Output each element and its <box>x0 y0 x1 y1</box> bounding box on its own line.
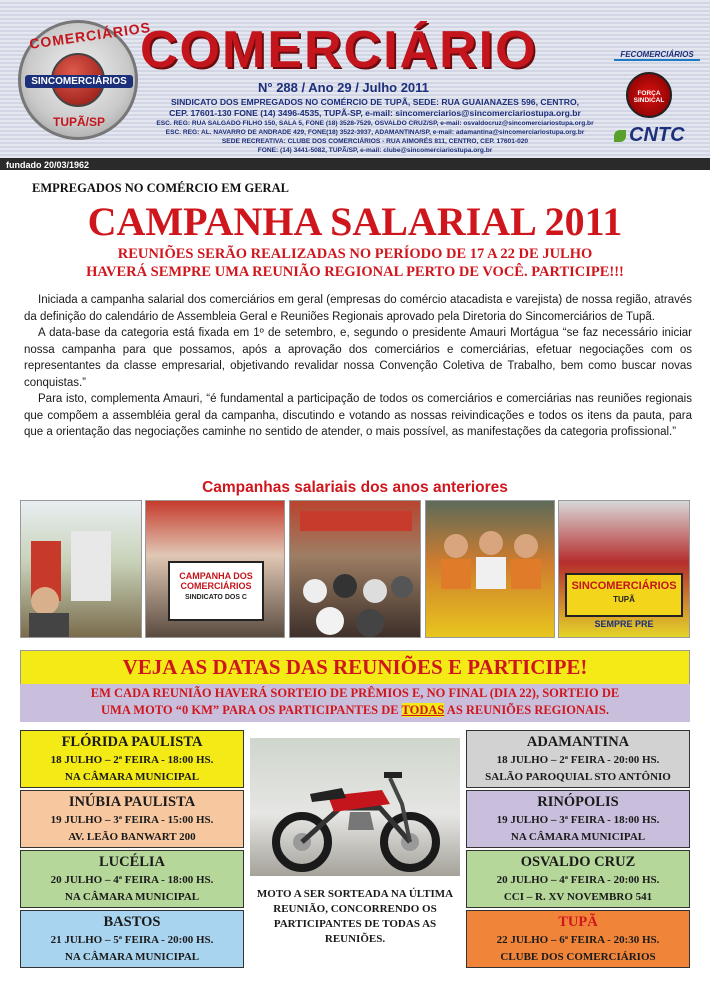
founded-date: fundado 20/03/1962 <box>6 160 90 170</box>
photo-rally-flags-art <box>21 501 142 638</box>
meetings-subtitle-emphasis: TODAS <box>401 703 445 717</box>
meetings-subtitle: EM CADA REUNIÃO HAVERÁ SORTEIO DE PRÊMIOS E, NO FINAL (DIA 22), SORTEIO DE <box>90 686 620 700</box>
address-line: SEDE RECREATIVA: CLUBE DOS COMERCIÁRIOS - RUA AIMORÉS 811, CENTRO, CEP. 17601-020 <box>221 138 529 145</box>
subheadline: REUNIÕES SERÃO REALIZADAS NO PERÍODO DE 17 A 22 DE JULHO <box>117 246 593 262</box>
march-sign-sub: SINDICATO DOS C <box>185 594 247 601</box>
union-logo <box>18 18 152 140</box>
article-paragraph: A data-base da categoria está fixada em 1º de setembro, e, segundo o presidente Amauri Mortágua “se faz necessário iniciar nossa campanha para que possamos, após a aprovação dos comerciários e comerciárias, efetuar negociações com os representantes da classe empresarial, objetivando revalidar nossa Convenção Coletiva de Trabalho, bem como buscar novas conquistas.” <box>24 327 692 389</box>
meeting-place: SALÃO PAROQUIAL STO ANTÔNIO <box>485 771 671 783</box>
motorcycle-caption: MOTO A SER SORTEADA NA ÚLTIMA REUNIÃO, CONCORRENDO OS PARTICIPANTES DE TODAS AS REUNIÕES. <box>256 888 454 945</box>
banner-foot: SEMPRE PRE <box>594 619 654 629</box>
address-line: ESC. REG: RUA SALGADO FILHO 150, SALA 5, FONE (18) 3528-7529, OSVALDO CRUZ/SP, e-mail: osvaldocruz@sincomerciariostupa.org.br <box>156 120 594 127</box>
meetings-subtitle <box>20 703 690 718</box>
meeting-city: TUPÃ <box>558 914 598 930</box>
headline: CAMPANHA SALARIAL 2011 <box>87 199 623 244</box>
photo-assembly-art <box>290 501 421 638</box>
meeting-city: RINÓPOLIS <box>537 794 619 810</box>
address-line: SINDICATO DOS EMPREGADOS NO COMÉRCIO DE TUPÃ, SEDE: RUA GUAIANAZES 596, CENTRO, <box>170 97 580 107</box>
meetings-title: VEJA AS DATAS DAS REUNIÕES E PARTICIPE! <box>122 655 588 679</box>
meeting-place: NA CÂMARA MUNICIPAL <box>64 891 200 903</box>
meeting-date: 20 JULHO – 4ª FEIRA - 18:00 HS. <box>50 874 214 886</box>
photo-union-members-art <box>426 501 555 638</box>
meeting-place: NA CÂMARA MUNICIPAL <box>64 951 200 963</box>
logo-bottom-text: TUPÃ/SP <box>52 115 105 129</box>
meeting-city: ADAMANTINA <box>526 734 630 750</box>
banner-text: SINCOMERCIÁRIOS <box>571 580 677 592</box>
address-line: ESC. REG: AL. NAVARRO DE ANDRADE 429, FONE(18) 3522-3937, ADAMANTINA/SP, e-mail: adamantina@sincomerciariostupa.org.br <box>165 129 585 136</box>
meeting-card-florida-paulista <box>20 730 244 788</box>
forca-sindical-text: FORÇA SINDICAL <box>633 90 665 104</box>
meeting-card-tupa <box>466 910 690 968</box>
logo-top-text: COMERCIÁRIOS <box>28 18 152 52</box>
section-kicker: EMPREGADOS NO COMÉRCIO EM GERAL <box>32 181 289 195</box>
article-body <box>24 292 692 441</box>
logo-mid-text: SINCOMERCIÁRIOS <box>25 75 133 88</box>
subheadline: HAVERÁ SEMPRE UMA REUNIÃO REGIONAL PERTO DE VOCÊ. PARTICIPE!!! <box>86 264 624 280</box>
march-sign <box>168 561 264 621</box>
meeting-place: NA CÂMARA MUNICIPAL <box>64 771 200 783</box>
meetings-subtitle-post: AS REUNIÕES REGIONAIS. <box>444 703 609 717</box>
newspaper-title: COMERCIÁRIO <box>140 21 538 79</box>
issue-info: N° 288 / Ano 29 / Julho 2011 <box>258 80 429 95</box>
meeting-card-lucelia <box>20 850 244 908</box>
meeting-date: 20 JULHO – 4ª FEIRA - 20:00 HS. <box>496 874 660 886</box>
meeting-date: 18 JULHO – 2ª FEIRA - 18:00 HS. <box>50 754 214 766</box>
meeting-place: AV. LEÃO BANWART 200 <box>68 831 196 843</box>
meeting-card-adamantina <box>466 730 690 788</box>
founded-bar <box>0 158 710 170</box>
address-line: CEP. 17601-130 FONE (14) 3496-4535, TUPÃ-SP, e-mail: sincomerciarios@sincomerciariostupa.org.br <box>169 108 581 118</box>
meeting-place: NA CÂMARA MUNICIPAL <box>510 831 646 843</box>
motorcycle-photo <box>250 738 460 876</box>
meeting-place: CCI – R. XV NOVEMBRO 541 <box>503 891 653 903</box>
meeting-card-inubia-paulista <box>20 790 244 848</box>
meeting-date: 19 JULHO – 3ª FEIRA - 18:00 HS. <box>496 814 660 826</box>
photo-march-banner <box>145 500 285 638</box>
meeting-place: CLUBE DOS COMERCIÁRIOS <box>500 951 656 963</box>
photo-union-members <box>425 500 555 638</box>
meeting-card-osvaldo-cruz <box>466 850 690 908</box>
fecomerciarios-logo: FECOMERCIÁRIOS <box>614 50 700 61</box>
article-paragraph: Para isto, complementa Amauri, “é fundamental a participação de todos os comerciários e comerciárias nas reuniões regionais que compõem a assembléia geral da campanha, discutindo e votando as nossas reivindicações e todos os itens da pauta, para que a orientação das negociações caminhe no sentido de atender, o mais possível, as manifestações da categoria profissional.” <box>24 393 692 438</box>
meeting-date: 19 JULHO – 3ª FEIRA - 15:00 HS. <box>50 814 214 826</box>
meeting-card-bastos <box>20 910 244 968</box>
address-line: FONE: (14) 3441-5082, TUPÃ/SP, e-mail: clube@sincomerciariostupa.org.br <box>257 147 493 154</box>
meeting-city: FLÓRIDA PAULISTA <box>61 734 203 750</box>
cntc-logo: CNTC <box>614 124 685 147</box>
banner-sub: TUPÃ <box>613 595 635 604</box>
meeting-card-rinopolis <box>466 790 690 848</box>
meeting-city: LUCÉLIA <box>98 854 166 870</box>
article-paragraph: Iniciada a campanha salarial dos comerciários em geral (empresas do comércio atacadista e varejista) de nossa região, através da definição do calendário de Assembleia Geral e Reuniões Regionais aprovado pela Diretoria do Sincomerciários de Tupã. <box>24 294 692 323</box>
photo-sincomerciarios-banner <box>558 500 690 638</box>
march-sign-text: CAMPANHA DOS COMERCIÁRIOS <box>179 571 253 591</box>
meeting-date: 22 JULHO – 6ª FEIRA - 20:30 HS. <box>496 934 660 946</box>
meeting-city: INÚBIA PAULISTA <box>68 794 196 810</box>
meeting-city: BASTOS <box>103 914 161 930</box>
photo-rally-flags <box>20 500 142 638</box>
motorcycle-icon <box>250 738 460 876</box>
meeting-city: OSVALDO CRUZ <box>520 854 636 870</box>
meeting-date: 21 JULHO – 5ª FEIRA - 20:00 HS. <box>50 934 214 946</box>
forca-sindical-logo <box>626 72 672 118</box>
photo-assembly <box>289 500 421 638</box>
sincomerciarios-banner <box>565 573 683 617</box>
meeting-date: 18 JULHO – 2ª FEIRA - 20:00 HS. <box>496 754 660 766</box>
photos-title: Campanhas salariais dos anos anteriores <box>202 479 508 496</box>
meetings-subtitle-pre: UMA MOTO “0 KM” PARA OS PARTICIPANTES DE <box>101 703 402 717</box>
